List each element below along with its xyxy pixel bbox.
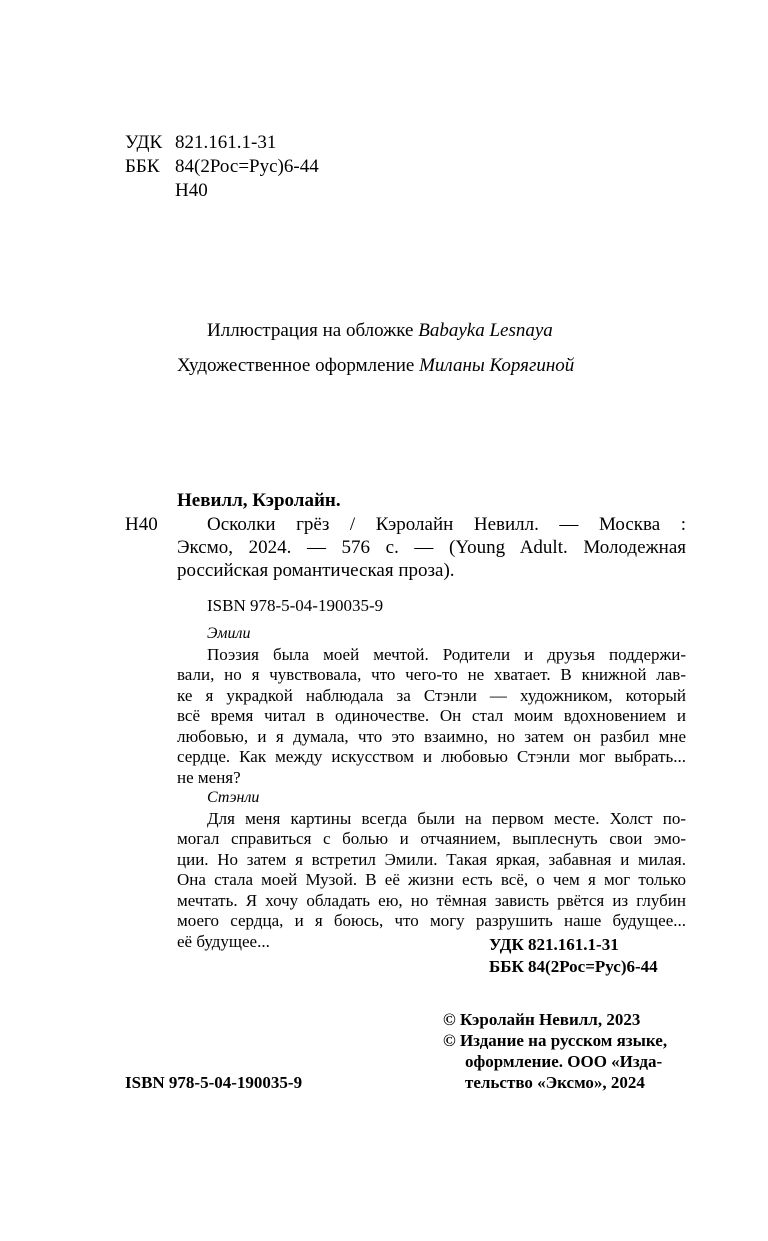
author-heading: Невилл, Кэролайн. [177,490,341,511]
annotation-line: Для меня картины всегда были на первом месте. Холст по- [207,808,686,828]
annotation-line: любовью, и я думала, что это взаимно, но затем он разбил мне [177,726,686,746]
illustration-prefix: Иллюстрация на обложке [207,320,414,341]
udk-line [125,131,276,155]
annotation-line: ции. Но затем я встретил Эмили. Такая яркая, забавная и милая. [177,849,686,869]
udk-value: 821.161.1-31 [175,132,277,153]
annotation-line: моего сердца, и я боюсь, что могу разрушить наше будущее... [177,911,686,930]
isbn-line: ISBN 978-5-04-190035-9 [207,596,384,615]
bottom-udk: УДК 821.161.1-31 [489,935,619,954]
copyright-edition-cont: оформление. ООО «Изда- [465,1052,663,1071]
character-name-stanley: Стэнли [207,789,260,806]
description-line: Эксмо, 2024. — 576 с. — (Young Adult. Молодежная [177,537,686,558]
annotation-line: сердце. Как между искусством и любовью Стэнли мог выбрать... [177,747,686,766]
copyright-publisher: тельство «Эксмо», 2024 [465,1073,645,1092]
annotation-line: вали, но я чувствовала, что чего-то не хватает. В книжной лав- [177,665,686,684]
description-line: Осколки грёз / Кэролайн Невилл. — Москва : [207,514,686,535]
annotation-line: всё время читал в одиночестве. Он стал моим вдохновением и [177,706,686,725]
copyright-edition: © Издание на русском языке, [443,1031,668,1050]
design-prefix: Художественное оформление [177,355,415,376]
annotation-line: могал справиться с болью и отчаянием, выплеснуть свои эмо- [177,829,686,848]
annotation-line: не меня? [177,767,241,787]
bottom-bbk: ББК 84(2Рос=Рус)6-44 [489,957,658,976]
annotation-line: её будущее... [177,931,270,951]
annotation-line: Поэзия была моей мечтой. Родители и друзья поддержи- [207,644,686,664]
author-mark-top: Н40 [175,180,208,201]
description-line: российская романтическая проза). [177,560,455,581]
annotation-line: Она стала моей Музой. В её жизни есть всё, о чем я мог только [177,870,686,889]
udk-label: УДК [125,132,163,153]
annotation [177,624,686,952]
footer-isbn: ISBN 978-5-04-190035-9 [125,1073,303,1092]
author-mark: Н40 [125,514,158,535]
illustration-credit [207,319,553,343]
bbk-label: ББК [125,156,160,177]
designer-name: Миланы Корягиной [419,355,575,376]
design-credit [177,354,574,378]
character-name-emily: Эмили [207,625,251,642]
bbk-value: 84(2Рос=Рус)6-44 [175,156,319,177]
illustrator-name: Babayka Lesnaya [418,320,553,341]
bibliographic-description [177,513,686,582]
copyright-author: © Кэролайн Невилл, 2023 [443,1010,641,1029]
annotation-line: ке я украдкой наблюдала за Стэнли — художником, который [177,685,686,705]
bbk-line [125,155,319,179]
annotation-line: мечтать. Я хочу обладать ею, но тёмная зависть рвётся из глубин [177,890,686,910]
